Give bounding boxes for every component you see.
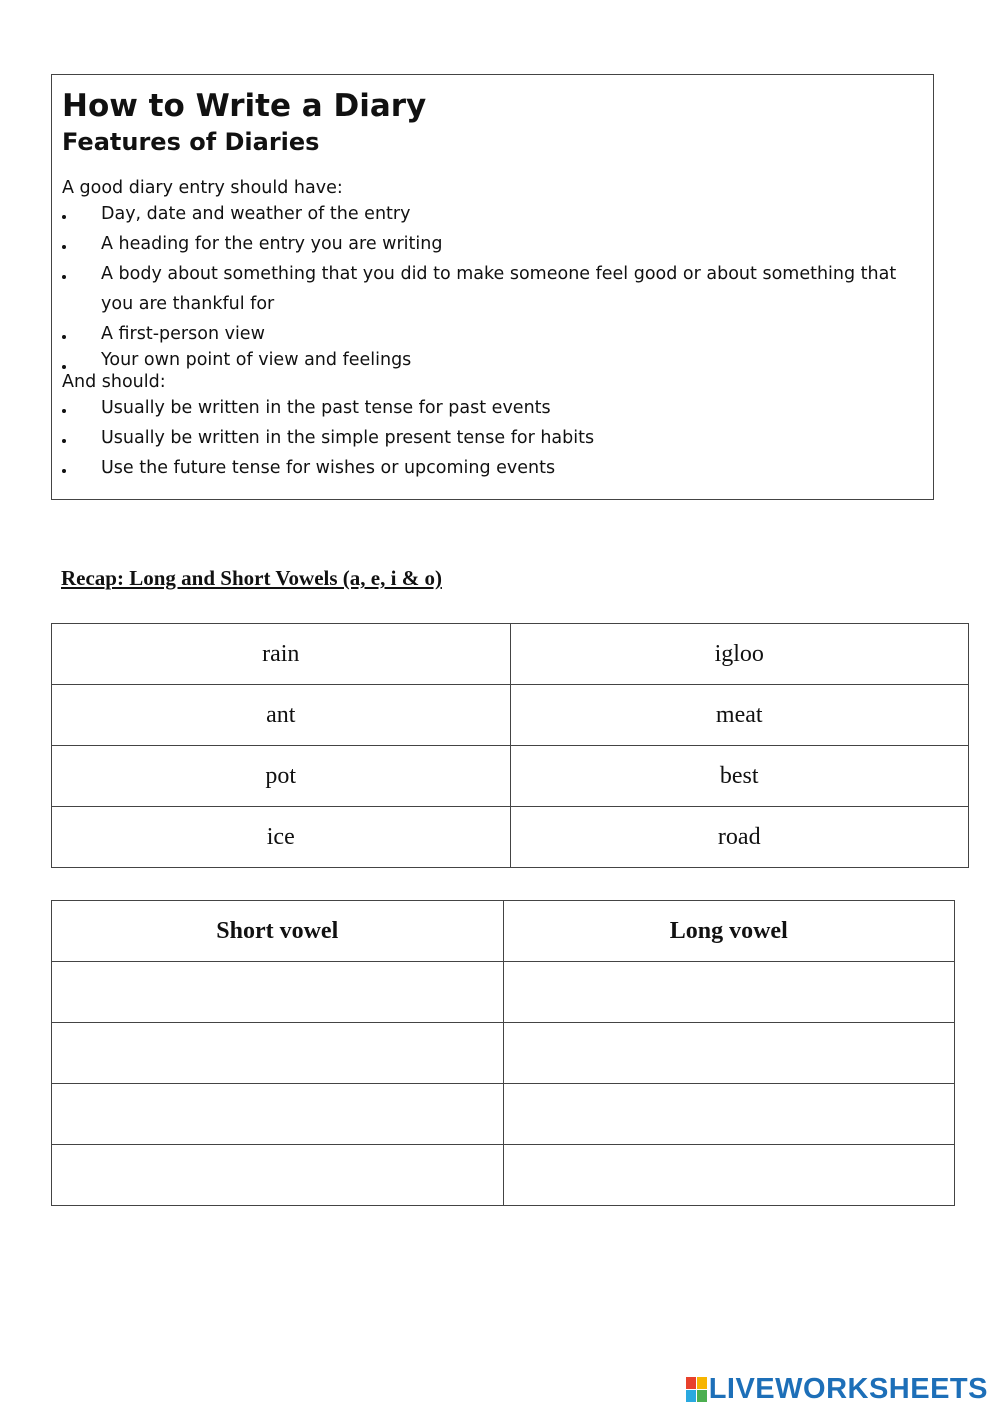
table-row: [52, 746, 969, 807]
logo-text: LIVEWORKSHEETS: [708, 1373, 988, 1405]
should-label: And should:: [62, 372, 166, 392]
diary-features-box: [51, 74, 934, 500]
short-vowel-header: Short vowel: [52, 901, 504, 962]
table-header-row: [52, 901, 955, 962]
page-subtitle: Features of Diaries: [62, 128, 320, 156]
long-vowel-drop-cell[interactable]: [503, 962, 955, 1023]
long-vowel-drop-cell[interactable]: [503, 1023, 955, 1084]
list-item: Day, date and weather of the entry: [62, 199, 923, 229]
word-cell[interactable]: ice: [52, 807, 511, 868]
table-row: [52, 1145, 955, 1206]
should-list: [62, 393, 923, 483]
word-cell[interactable]: best: [510, 746, 969, 807]
word-cell[interactable]: meat: [510, 685, 969, 746]
word-cell[interactable]: road: [510, 807, 969, 868]
word-cell[interactable]: igloo: [510, 624, 969, 685]
table-row: [52, 685, 969, 746]
list-item: A heading for the entry you are writing: [62, 229, 923, 259]
word-table: [51, 623, 969, 868]
word-cell[interactable]: pot: [52, 746, 511, 807]
list-item: Usually be written in the past tense for past events: [62, 393, 923, 423]
short-vowel-drop-cell[interactable]: [52, 962, 504, 1023]
list-item: Your own point of view and feelings: [62, 349, 923, 371]
table-row: [52, 962, 955, 1023]
liveworksheets-logo: [686, 1373, 988, 1406]
list-item: A body about something that you did to make someone feel good or about something that you are thankful for: [62, 259, 923, 319]
word-cell[interactable]: rain: [52, 624, 511, 685]
list-item: Use the future tense for wishes or upcoming events: [62, 453, 923, 483]
long-vowel-drop-cell[interactable]: [503, 1084, 955, 1145]
have-list: [62, 199, 923, 371]
table-row: [52, 624, 969, 685]
logo-mark-icon: [686, 1377, 707, 1402]
long-vowel-header: Long vowel: [503, 901, 955, 962]
short-vowel-drop-cell[interactable]: [52, 1084, 504, 1145]
table-row: [52, 1023, 955, 1084]
vowel-sort-table: [51, 900, 955, 1206]
word-cell[interactable]: ant: [52, 685, 511, 746]
short-vowel-drop-cell[interactable]: [52, 1145, 504, 1206]
long-vowel-drop-cell[interactable]: [503, 1145, 955, 1206]
short-vowel-drop-cell[interactable]: [52, 1023, 504, 1084]
table-row: [52, 1084, 955, 1145]
table-row: [52, 807, 969, 868]
list-item: A first-person view: [62, 319, 923, 349]
page-title: How to Write a Diary: [62, 88, 427, 124]
intro-text: A good diary entry should have:: [62, 178, 343, 198]
recap-heading: Recap: Long and Short Vowels (a, e, i & o): [61, 566, 442, 590]
list-item: Usually be written in the simple present tense for habits: [62, 423, 923, 453]
